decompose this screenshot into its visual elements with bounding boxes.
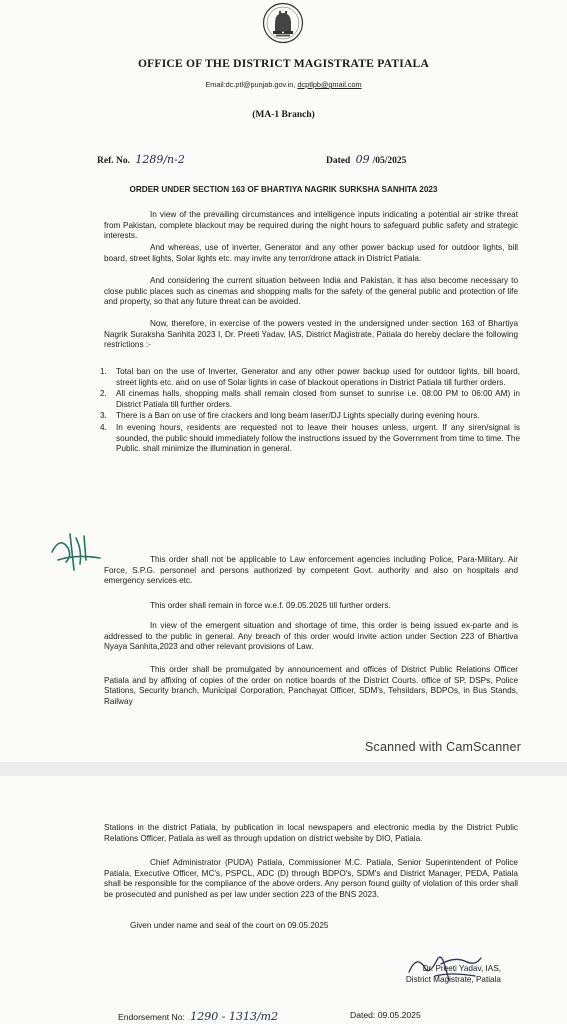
list-item: 4. In evening hours, residents are requested not to leave their houses unless, urgent. If any siren/signal is sounded, the public should immediately follow the instructions issued by the Government from time to time. The Public. shall minimize the illumination in general. — [100, 422, 520, 454]
paragraph-power-backup: And whereas, use of inverter, Generator and any other power backup used for outdoor lights, bill board, street lights, Solar lights etc. may invite any terror/drone attack in District Patiala. — [104, 243, 518, 263]
endorsement-date: Dated: 09.05.2025 — [350, 1010, 421, 1020]
paragraph-exemptions: This order shall not be applicable to Law enforcement agencies including Police, Para-Military. Air Force, S.P.G. personnel and persons authorized by competent Govt. authority and also on hospitals and emergency services etc. — [104, 555, 518, 586]
email-secondary-link[interactable]: dcptlpb@gmail.com — [297, 80, 362, 89]
endorsement-label: Endorsement No: — [118, 1012, 185, 1022]
paragraph-india-pakistan: And considering the current situation between India and Pakistan, it has also become necessary to close public places such as cinemas and shopping malls for the safety of the general public and protection of life and property, so that any future threat can be avoided. — [104, 276, 518, 307]
email-primary: Email:dc.ptl@punjab.gov.in, — [205, 80, 296, 89]
paragraph-given-under-seal: Given under name and seal of the court on 09.05.2025 — [130, 921, 329, 930]
ref-number-handwritten: 1289/n-2 — [135, 153, 185, 166]
office-email — [0, 80, 567, 89]
camscanner-watermark: Scanned with CamScanner — [365, 740, 522, 754]
reference-number — [97, 153, 188, 166]
ref-label: Ref. No. — [97, 156, 130, 166]
page-separator — [0, 762, 567, 776]
annotation-initial-mark — [46, 530, 106, 574]
paragraph-in-force: This order shall remain in force w.e.f. 09.05.2025 till further orders. — [150, 601, 391, 610]
list-item: 2. All cinemas halls, shopping malls shall remain closed from sunset to sunrise i.e. 08:00 PM to 06:00 AM) in District Patiala till further orders. — [100, 389, 520, 409]
paragraph-stations-publication: Stations in the district Patiala, by publication in local newspapers and electronic media by the District Public Relations Officer, Patiala as well as through updation on district website by DIO, Patiala. — [104, 823, 518, 843]
national-emblem-icon — [262, 2, 304, 44]
paragraph-ex-parte: In view of the emergent situation and shortage of time, this order is being issued ex-parte and is addressed to the public in general. Any breach of this order would invite action under Section 223 of Bhartiva Nyaya Sanhita,2023 and other relevant provisions of Law. — [104, 621, 518, 652]
list-item: 1. Total ban on the use of Inverter, Generator and any other power backup used for outdoor lights, bill board, street lights etc. and on use of Solar lights in case of blackout operations in District Patiala till further orders. — [100, 367, 520, 387]
list-item: 3. There is a Ban on use of fire crackers and long beam laser/DJ Lights specially during evening hours. — [100, 411, 480, 421]
restrictions-list — [100, 367, 520, 456]
endorsement-number — [118, 1010, 281, 1023]
signatory-block — [406, 963, 501, 985]
paragraph-intelligence-inputs: In view of the prevailing circumstances and intelligence inputs indicating a potential air strike threat from Pakistan, complete blackout may be required during the night hours to safeguard public safety and strategic interests. — [104, 210, 518, 241]
paragraph-promulgation: This order shall be promulgated by announcement and offices of District Public Relations Officer Patiala and by affixing of copies of the order on notice boards of the District Courts. office of SP, DSPs, Police Stations, Security branch, Municipal Corporation, Panchayat Officer, SDM's, Tehsildars, BDPOs, in Bus Stands, Railway — [104, 665, 518, 706]
endorsement-number-handwritten: 1290 - 1313/m2 — [190, 1010, 279, 1023]
paragraph-responsibility: Chief Administrator (PUDA) Patiala, Commissioner M.C. Patiala, Senior Superintendent of Police Patiala, Executive Officer, MC's, PSPCL, ADC (D) through BDPO's, SDM's and District Manager, PEDA, Patiala shall be responsible for the compliance of the above orders. Any person found guilty of violation of this order shall be prosecuted and punished as per law under section 223 of the BNS 2023. — [104, 858, 518, 899]
document-page-2 — [0, 776, 567, 1024]
dated-month-year: /05/2025 — [372, 156, 407, 166]
signatory-name: Dr. Preeti Yadav, IAS, — [422, 964, 501, 973]
order-heading: ORDER UNDER SECTION 163 OF BHARTIYA NAGRIK SURKSHA SANHITA 2023 — [129, 185, 438, 194]
order-date — [326, 153, 406, 166]
branch-name: (MA-1 Branch) — [252, 110, 315, 120]
dated-day-handwritten: 09 — [355, 153, 370, 166]
dated-label: Dated — [326, 156, 351, 166]
signatory-title: District Magistrate, Patiala — [405, 975, 501, 984]
office-title: OFFICE OF THE DISTRICT MAGISTRATE PATIALA — [137, 57, 430, 70]
paragraph-powers-vested: Now, therefore, in exercise of the powers vested in the undersigned under section 163 of Bhartiya Nagrik Suraksha Sanhita 2023 I, Dr. Preeti Yadav, IAS, District Magistrate, Patiala do hereby declare the following restrictions :- — [104, 319, 518, 350]
